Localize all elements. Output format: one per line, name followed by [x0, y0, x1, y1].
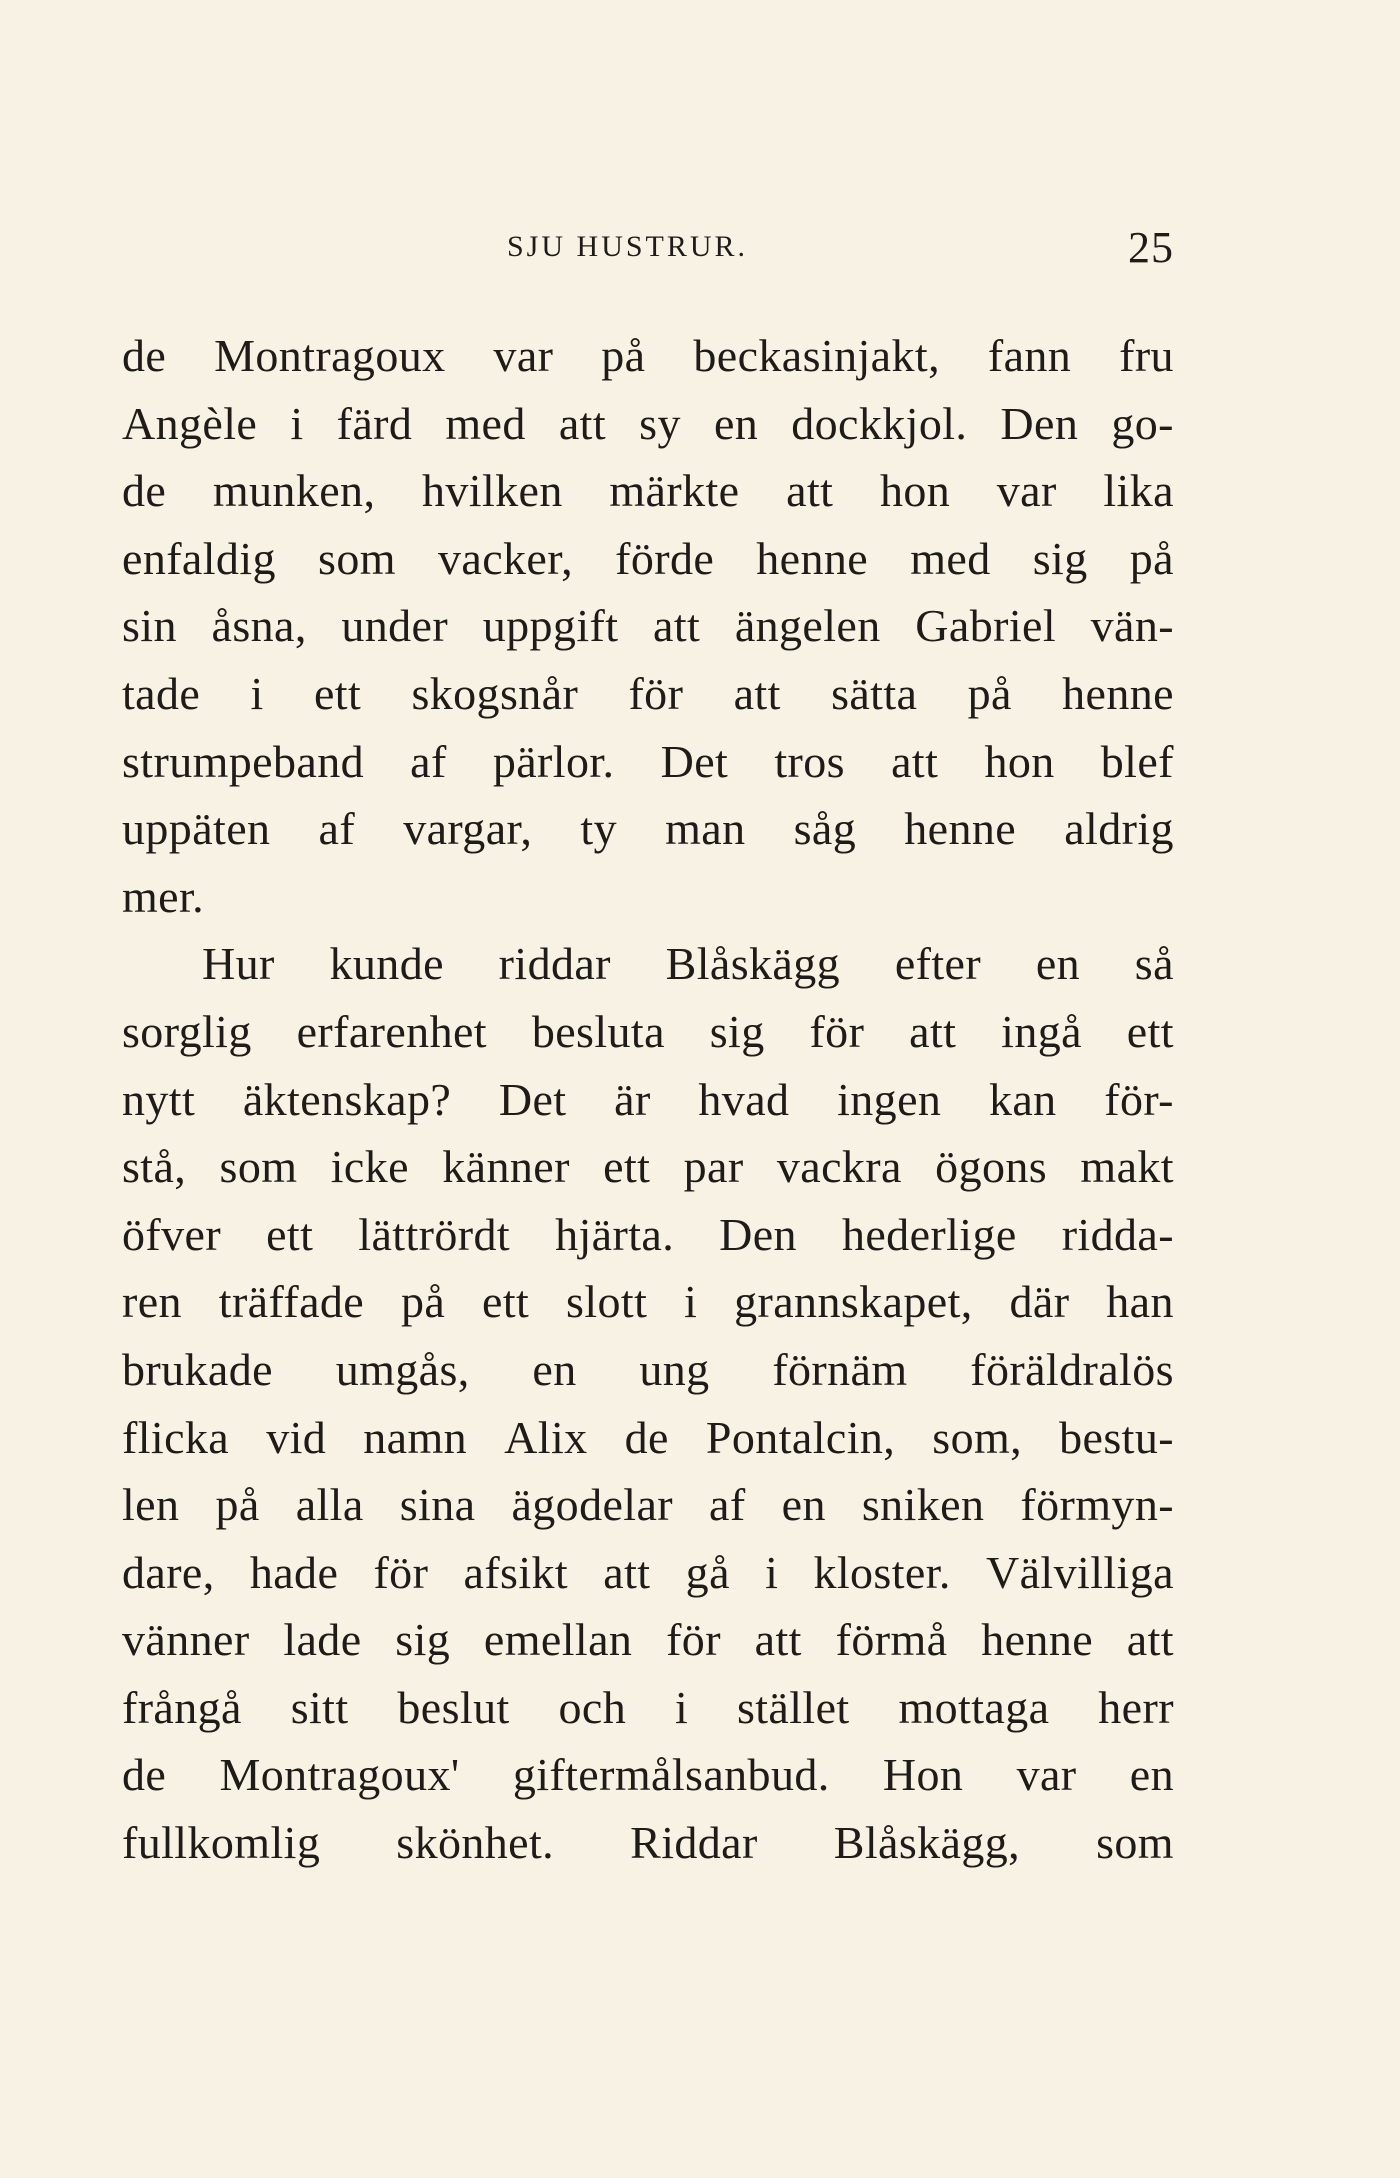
word: umgås, — [335, 1343, 470, 1395]
word: tros — [774, 735, 845, 787]
word: efter — [894, 938, 982, 990]
word: dare, — [122, 1546, 215, 1598]
word: att — [909, 1005, 957, 1057]
text-line — [122, 1539, 1174, 1607]
word: ängelen — [734, 600, 881, 652]
word: förnäm — [772, 1343, 908, 1395]
word: skönhet. — [396, 1817, 555, 1869]
word: Välvilliga — [986, 1546, 1174, 1598]
word: känner — [442, 1141, 570, 1193]
word: uppäten — [122, 803, 271, 855]
word: att — [603, 1546, 651, 1598]
word: på — [400, 1276, 446, 1328]
word: stället — [736, 1681, 850, 1733]
text-line — [122, 390, 1174, 458]
word: åsna, — [211, 600, 307, 652]
word: namn — [363, 1411, 468, 1463]
word: mer. — [122, 870, 205, 922]
word: munken, — [212, 465, 376, 517]
word: ingen — [837, 1073, 942, 1125]
text-line — [122, 1471, 1174, 1539]
word: ägodelar — [511, 1479, 674, 1531]
word: Hon — [882, 1749, 964, 1801]
word: vänner — [122, 1614, 250, 1666]
text-line — [122, 795, 1174, 863]
text-line — [122, 1674, 1174, 1742]
word: ingå — [1001, 1005, 1082, 1057]
text-line — [122, 1336, 1174, 1404]
word: vacker, — [438, 532, 574, 584]
word: att — [733, 667, 781, 719]
text-line — [122, 457, 1174, 525]
word: de — [122, 330, 167, 381]
word: hvilken — [421, 465, 563, 517]
word: för — [809, 1005, 865, 1057]
word: som, — [932, 1411, 1023, 1463]
word: hvad — [698, 1073, 790, 1125]
word: färd — [336, 397, 413, 449]
word: Alix — [504, 1411, 588, 1463]
word: de — [122, 465, 167, 517]
word: ung — [639, 1343, 710, 1395]
word: en — [532, 1343, 577, 1395]
word: i — [250, 667, 264, 719]
word: Blåskägg, — [833, 1817, 1021, 1869]
word: strumpeband — [122, 735, 365, 787]
word: makt — [1080, 1141, 1174, 1193]
word: med — [910, 532, 991, 584]
word: hjärta. — [555, 1208, 675, 1260]
word: en — [781, 1479, 826, 1531]
word: flicka — [122, 1411, 230, 1463]
word: Det — [660, 735, 729, 787]
text-line — [122, 592, 1174, 660]
word: att — [754, 1614, 802, 1666]
word: i — [290, 397, 304, 449]
text-line — [122, 525, 1174, 593]
word: förde — [615, 532, 715, 584]
word: hederlige — [841, 1208, 1017, 1260]
word: ett — [603, 1141, 651, 1193]
word: för — [628, 667, 684, 719]
word: sig — [709, 1005, 765, 1057]
word: vän- — [1090, 600, 1174, 652]
word: lade — [283, 1614, 362, 1666]
word: en — [1129, 1749, 1174, 1801]
word: skogsnår — [411, 667, 579, 719]
word: mottaga — [898, 1681, 1050, 1733]
text-line — [122, 1404, 1174, 1472]
word: giftermålsanbud. — [512, 1749, 830, 1801]
text-line — [122, 863, 1174, 931]
text-line — [122, 728, 1174, 796]
text-line — [122, 660, 1174, 728]
word: att — [558, 397, 607, 449]
word: Riddar — [630, 1817, 758, 1869]
word: sina — [399, 1479, 476, 1531]
word: ett — [482, 1276, 530, 1328]
word: för — [373, 1546, 429, 1598]
word: Montragoux — [214, 330, 446, 381]
text-line — [122, 1268, 1174, 1336]
word: var — [1016, 1749, 1077, 1801]
word: aldrig — [1064, 803, 1174, 855]
word: som — [219, 1141, 298, 1193]
word: riddar — [498, 938, 611, 990]
word: go- — [1111, 397, 1174, 449]
word: sitt — [290, 1681, 349, 1733]
word: hon — [984, 735, 1055, 787]
word: henne — [1062, 667, 1174, 719]
text-line — [122, 1606, 1174, 1674]
word: Blåskägg — [665, 938, 841, 990]
word: så — [1134, 938, 1174, 990]
word: märkte — [609, 465, 740, 517]
word: ty — [580, 803, 617, 855]
word: sniken — [861, 1479, 985, 1531]
word: af — [318, 803, 356, 855]
word: förmyn- — [1020, 1479, 1174, 1531]
text-line — [122, 998, 1174, 1066]
text-line — [122, 322, 1174, 390]
word: erfarenhet — [296, 1005, 487, 1057]
word: en — [713, 397, 759, 449]
word: henne — [756, 532, 869, 584]
word: lika — [1103, 465, 1174, 517]
word: kloster. — [813, 1546, 951, 1598]
word: fru — [1119, 330, 1174, 381]
word: vargar, — [403, 803, 533, 855]
word: Montragoux' — [219, 1749, 460, 1801]
word: på — [601, 330, 646, 381]
word: vid — [266, 1411, 327, 1463]
word: gå — [685, 1546, 730, 1598]
word: för- — [1104, 1073, 1174, 1125]
word: han — [1106, 1276, 1174, 1328]
word: på — [967, 667, 1012, 719]
running-head — [124, 222, 1174, 282]
word: öfver — [122, 1208, 222, 1260]
word: de — [624, 1411, 669, 1463]
word: ett — [1126, 1005, 1174, 1057]
text-line — [122, 930, 1174, 998]
word: stå, — [122, 1141, 187, 1193]
word: i — [684, 1276, 698, 1328]
word: lättrördt — [358, 1208, 511, 1260]
word: blef — [1100, 735, 1174, 787]
page-number: 25 — [1128, 223, 1174, 272]
word: med — [445, 397, 526, 449]
word: Det — [498, 1073, 567, 1125]
word: ett — [266, 1208, 314, 1260]
body-text — [122, 322, 1174, 1877]
word: sig — [395, 1614, 451, 1666]
word: sy — [639, 397, 681, 449]
word: Gabriel — [915, 600, 1056, 652]
text-line — [122, 1741, 1174, 1809]
word: ren — [122, 1276, 182, 1328]
text-line — [122, 1133, 1174, 1201]
word: slott — [566, 1276, 648, 1328]
word: tade — [122, 667, 201, 719]
word: grannskapet, — [734, 1276, 973, 1328]
word: uppgift — [482, 600, 619, 652]
word: att — [653, 600, 701, 652]
word: kunde — [329, 938, 444, 990]
word: ridda- — [1061, 1208, 1174, 1260]
word: förmå — [835, 1614, 948, 1666]
word: sig — [1032, 532, 1088, 584]
word: ett — [313, 667, 362, 719]
word: att — [786, 465, 834, 517]
word: herr — [1098, 1681, 1174, 1733]
word: emellan — [483, 1614, 633, 1666]
word: i — [765, 1546, 779, 1598]
word: var — [996, 465, 1057, 517]
word: pärlor. — [492, 735, 615, 787]
word: på — [215, 1479, 260, 1531]
word: en — [1035, 938, 1081, 990]
word: sorglig — [122, 1005, 252, 1057]
text-line — [122, 1809, 1174, 1877]
word: brukade — [122, 1343, 273, 1395]
word: beslut — [397, 1681, 510, 1733]
word: där — [1009, 1276, 1070, 1328]
word: ögons — [935, 1141, 1048, 1193]
word: Den — [1000, 397, 1079, 449]
word: par — [683, 1141, 744, 1193]
word: af — [410, 735, 447, 787]
word: hon — [879, 465, 951, 517]
word: Angèle — [122, 397, 258, 449]
word: enfaldig — [122, 532, 276, 584]
word: sin — [122, 600, 177, 652]
running-title: SJU HUSTRUR. — [507, 230, 749, 263]
word: alla — [295, 1479, 364, 1531]
text-line — [122, 1201, 1174, 1269]
word: att — [1126, 1614, 1174, 1666]
word: man — [665, 803, 746, 855]
word: träffade — [218, 1276, 365, 1328]
word: Pontalcin, — [705, 1411, 896, 1463]
word: var — [493, 330, 554, 381]
word: nytt — [122, 1073, 196, 1125]
word: henne — [904, 803, 1017, 855]
word: och — [558, 1681, 627, 1733]
word: som — [318, 532, 396, 584]
word: är — [614, 1073, 651, 1125]
word: henne — [981, 1614, 1094, 1666]
word: sätta — [831, 667, 918, 719]
word: len — [122, 1479, 180, 1531]
word: föräldralös — [970, 1343, 1174, 1395]
word: äktenskap? — [242, 1073, 452, 1125]
word: af — [709, 1479, 746, 1531]
word: frångå — [122, 1681, 242, 1733]
word: för — [666, 1614, 721, 1666]
word: under — [341, 600, 449, 652]
word: Hur — [202, 938, 275, 990]
word: såg — [793, 803, 857, 855]
word: hade — [249, 1546, 339, 1598]
word: icke — [330, 1141, 409, 1193]
text-line — [122, 1066, 1174, 1134]
word: att — [891, 735, 939, 787]
word: fann — [987, 330, 1072, 381]
word: på — [1129, 532, 1174, 584]
word: vackra — [776, 1141, 902, 1193]
word: besluta — [531, 1005, 665, 1057]
word: afsikt — [463, 1546, 569, 1598]
word: dockkjol. — [791, 397, 968, 449]
word: kan — [988, 1073, 1057, 1125]
word: i — [674, 1681, 689, 1733]
word: Den — [719, 1208, 797, 1260]
word: beckasinjakt, — [693, 330, 940, 381]
word: som — [1096, 1817, 1174, 1869]
word: fullkomlig — [122, 1817, 321, 1869]
word: de — [122, 1749, 167, 1801]
word: bestu- — [1059, 1411, 1174, 1463]
